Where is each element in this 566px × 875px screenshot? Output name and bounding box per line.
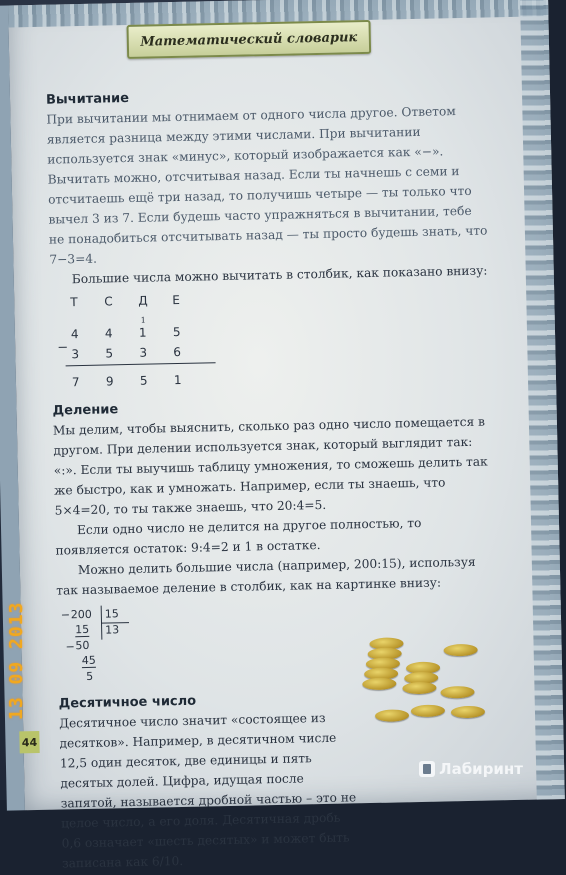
coin bbox=[411, 704, 445, 717]
column-headers bbox=[70, 292, 206, 309]
watermark bbox=[419, 760, 523, 778]
subtraction-column-intro: Большие числа можно вычитать в столбик, как показано внизу: bbox=[71, 263, 488, 287]
coin bbox=[402, 682, 436, 695]
divisor: 15 bbox=[104, 607, 119, 621]
header-tens: Д bbox=[138, 293, 148, 308]
digit: 4 bbox=[104, 326, 113, 341]
coin bbox=[451, 706, 485, 719]
coins-illustration bbox=[349, 615, 501, 733]
title-banner bbox=[126, 20, 371, 59]
digit: 6 bbox=[173, 344, 182, 360]
digit: 4 bbox=[70, 327, 79, 342]
subtraction-paragraph: При вычитании мы отнимаем от одного числа другое. Ответом является разница между этими числами. При вычитании используется знак «минус», который изображается как «−». Вычитать можно, отсчитывая назад. Если ты начнешь с семи и отсчитаешь ещё три назад, то получишь четыре — ты только что вычел 3 из 7. Если будешь часто упражняться в вычитании, тебе не понадобиться отсчитывать назад — ты просто будешь знать, что 7−3=4. bbox=[46, 104, 488, 267]
step-1: 15 bbox=[75, 622, 90, 637]
digit: 3 bbox=[71, 347, 80, 362]
step-3: 45 bbox=[81, 653, 96, 668]
date-stamp: 13 09 2013 bbox=[6, 601, 27, 720]
subtraction-title: Вычитание bbox=[45, 90, 130, 108]
coin bbox=[362, 677, 396, 690]
digit: 1 bbox=[173, 372, 182, 388]
digit: 3 bbox=[139, 345, 148, 360]
digit: 9 bbox=[105, 374, 114, 389]
result-row bbox=[72, 372, 208, 389]
column-subtraction bbox=[56, 291, 258, 399]
digit: 5 bbox=[172, 324, 181, 340]
minus-sign: − bbox=[65, 640, 75, 654]
page-title: Математический словарик bbox=[140, 29, 358, 50]
division-paragraph-3: Можно делить большие числа (например, 200:15), используя так называемое деление в столбик, как на картинке внизу: bbox=[56, 554, 476, 598]
subtrahend-row bbox=[71, 344, 207, 361]
minus-sign: − bbox=[57, 340, 69, 356]
coin bbox=[440, 686, 474, 699]
coin bbox=[444, 644, 478, 657]
watermark-text: Лабиринт bbox=[439, 760, 523, 778]
minuend-row bbox=[71, 324, 207, 341]
step-2: 50 bbox=[75, 638, 90, 653]
digit: 1 bbox=[138, 325, 147, 340]
decimal-title: Десятичное число bbox=[58, 693, 197, 712]
division-title: Деление bbox=[52, 402, 119, 419]
digit: 5 bbox=[105, 346, 114, 361]
minus-sign: − bbox=[60, 608, 71, 622]
remainder: 5 bbox=[85, 669, 94, 683]
decimal-paragraph: Десятичное число значит «состоящее из десятков». Например, в десятичном числе 12,5 один десяток, две единицы и пять десятых долей. Цифра, идущая после запятой, называется дробной частью – это не целое число, а его доля. Десятичная дробь 0,6 означает «шесть десятых» и может быть записана как 6/10. bbox=[58, 710, 357, 871]
decorative-border-right bbox=[520, 0, 565, 800]
dividend: 200 bbox=[70, 607, 92, 622]
content-area bbox=[46, 83, 502, 873]
header-thousands: Т bbox=[70, 295, 78, 310]
long-division bbox=[61, 604, 183, 686]
division-paragraph-2: Если одно число не делится на другое полностью, то появляется остаток: 9:4=2 и 1 в остатке. bbox=[55, 515, 422, 558]
header-units: Е bbox=[172, 292, 181, 308]
digit: 5 bbox=[139, 373, 148, 388]
digit: 7 bbox=[71, 375, 80, 390]
borrow-mark: 1 bbox=[140, 315, 146, 325]
division-paragraph-1: Мы делим, чтобы выяснить, сколько раз одно число помещается в другом. При делении используется знак, который выглядит так: «:». Если ты выучишь таблицу умножения, то сможешь делить так же быстро, как и умножать. Например, если ты знаешь, что 5×4=20, то ты также знаешь, что 20:4=5. bbox=[52, 414, 488, 518]
page-number: 44 bbox=[19, 731, 39, 753]
quotient: 13 bbox=[105, 623, 120, 637]
labirint-logo-icon bbox=[419, 761, 435, 777]
result-line bbox=[66, 362, 216, 366]
coin bbox=[375, 709, 409, 722]
header-hundreds: С bbox=[104, 294, 113, 309]
